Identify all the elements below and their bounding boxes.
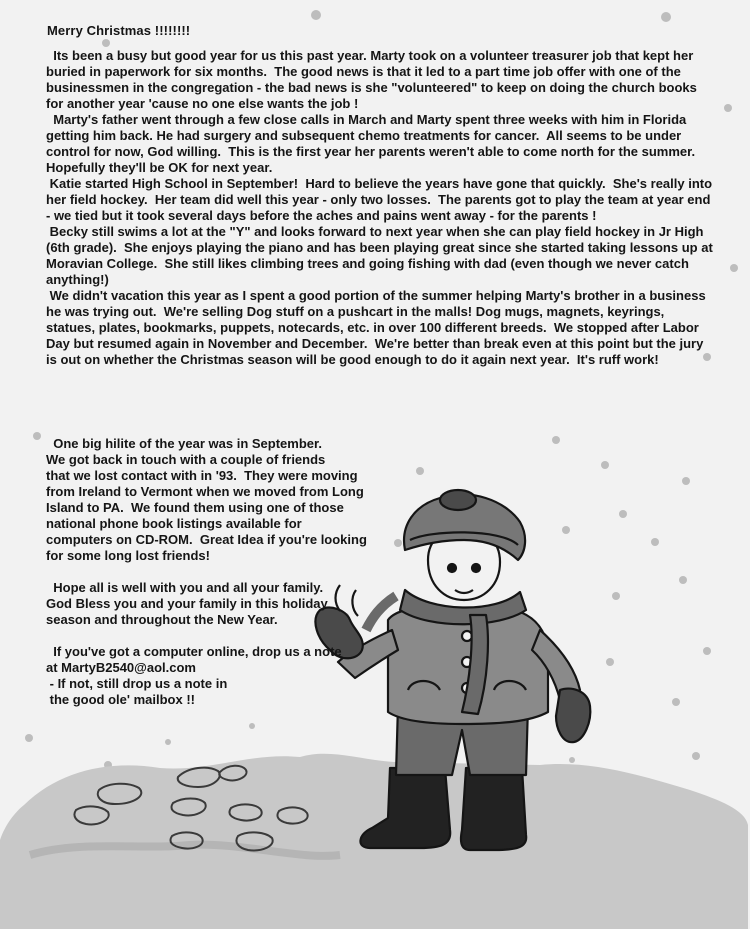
hilite-line: Island to PA. We found them using one of those: [46, 500, 344, 515]
letter-closing: [46, 436, 376, 708]
hilite-line: from Ireland to Vermont when we moved from Long: [46, 484, 364, 499]
letter-body: [46, 48, 717, 368]
contact-email: at MartyB2540@aol.com: [46, 660, 196, 675]
wishes-line: God Bless you and your family in this holiday: [46, 596, 328, 611]
right-boot: [461, 768, 526, 850]
spacer: [46, 628, 376, 644]
spacer: [46, 564, 376, 580]
hilite-line: national phone book listings available for: [46, 516, 302, 531]
wishes-line: season and throughout the New Year.: [46, 612, 278, 627]
paragraph-treasurer: Its been a busy but good year for us this past year. Marty took on a volunteer treasurer job that kept her buried in paperwork for six months. The good news is that it led to a part time job offer with one of the businessmen in the congregation - the bad news is she "volunteered" to keep on doing the church books for another year 'cause no one else wants the job !: [46, 48, 701, 111]
paragraph-father: Marty's father went through a few close calls in March and Marty spent three weeks with him in Florida getting him back. He had surgery and subsequent chemo treatments for cancer. All seems to be under control for now, God willing. This is the first year her parents weren't able to come north for the summer. Hopefully they'll be OK for next year.: [46, 112, 703, 175]
hilite-line: One big hilite of the year was in September.: [46, 436, 322, 451]
hilite-line: that we lost contact with in '93. They were moving: [46, 468, 358, 483]
hilite-line: computers on CD-ROM. Great Idea if you're looking: [46, 532, 367, 547]
paragraph-business: We didn't vacation this year as I spent a good portion of the summer helping Marty's brother in a business he was trying out. We're selling Dog stuff on a pushcart in the malls! Dog mugs, magnets, keyrings, statues, plates, bookmarks, puppets, notecards, etc. in over 100 different breeds. We stopped after Labor Day but resumed again in November and December. We're better than break even at this point but the jury is out on whether the Christmas season will be good enough to do it again next year. It's ruff work!: [46, 288, 710, 367]
hilite-line: We got back in touch with a couple of friends: [46, 452, 326, 467]
hilite-line: for some long lost friends!: [46, 548, 210, 563]
paragraph-katie: Katie started High School in September! Hard to believe the years have gone that quickly. She's really into her field hockey. Her team did well this year - only two losses. The parents got to play the team at year end - we tied but it took several days before the aches and pains went away - for the parents !: [46, 176, 716, 223]
contact-line: the good ole' mailbox !!: [46, 692, 195, 707]
right-mitten: [556, 689, 590, 743]
contact-line: - If not, still drop us a note in: [46, 676, 228, 691]
paragraph-becky: Becky still swims a lot at the "Y" and looks forward to next year when she can play field hockey in Jr High (6th grade). She enjoys playing the piano and has been playing great since she started taking lessons up at Moravian College. She still likes climbing trees and going fishing with dad (even though we never catch anything!): [46, 224, 717, 287]
contact-line: If you've got a computer online, drop us a note: [46, 644, 342, 659]
greeting-heading: Merry Christmas !!!!!!!!: [47, 23, 191, 38]
wishes-line: Hope all is well with you and all your family.: [46, 580, 324, 595]
